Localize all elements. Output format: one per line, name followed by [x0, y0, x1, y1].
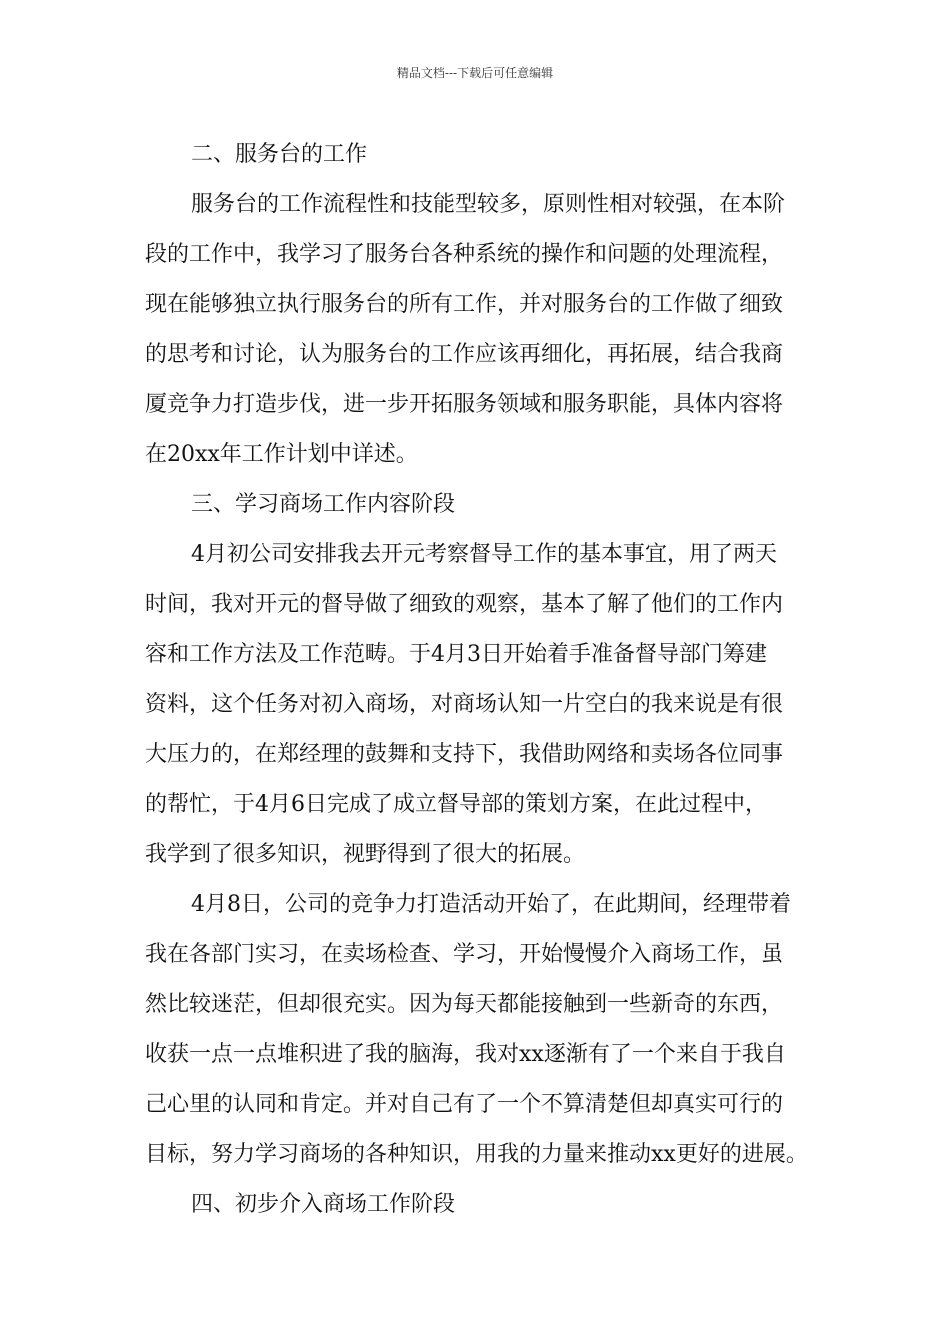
page-header: 精品文档---下载后可任意编辑	[396, 66, 554, 80]
paragraph-line: 然比较迷茫，但却很充实。因为每天都能接触到一些新奇的东西，	[145, 992, 784, 1017]
section-heading-learning: 三、学习商场工作内容阶段	[191, 492, 456, 517]
paragraph-line: 资料，这个任务对初入商场，对商场认知一片空白的我来说是有很	[145, 692, 784, 717]
paragraph-line: 己心里的认同和肯定。并对自己有了一个不算清楚但却真实可行的	[145, 1092, 784, 1117]
paragraph-line: 段的工作中，我学习了服务台各种系统的操作和问题的处理流程，	[145, 242, 784, 267]
paragraph-line: 容和工作方法及工作范畴。于4月3日开始着手准备督导部门筹建	[145, 642, 767, 667]
document-body	[145, 130, 813, 1230]
paragraph-line: 4月初公司安排我去开元考察督导工作的基本事宜，用了两天	[191, 542, 777, 567]
paragraph-line: 的帮忙，于4月6日完成了成立督导部的策划方案，在此过程中，	[145, 792, 767, 817]
paragraph-line: 收获一点一点堆积进了我的脑海，我对xx逐渐有了一个来自于我自	[145, 1042, 786, 1067]
paragraph-line: 我在各部门实习，在卖场检查、学习，开始慢慢介入商场工作，虽	[145, 942, 784, 967]
paragraph-line: 在20xx年工作计划中详述。	[145, 442, 418, 467]
section-heading-service-desk: 二、服务台的工作	[191, 142, 368, 167]
paragraph-line: 目标，努力学习商场的各种知识，用我的力量来推动xx更好的进展。	[145, 1142, 808, 1167]
paragraph-line: 大压力的，在郑经理的鼓舞和支持下，我借助网络和卖场各位同事	[145, 742, 784, 767]
section-heading-initial-involvement: 四、初步介入商场工作阶段	[191, 1192, 456, 1217]
paragraph-line: 厦竞争力打造步伐，进一步开拓服务领域和服务职能，具体内容将	[145, 392, 784, 417]
paragraph-line: 服务台的工作流程性和技能型较多，原则性相对较强，在本阶	[191, 192, 786, 217]
paragraph-line: 4月8日，公司的竞争力打造活动开始了，在此期间，经理带着	[191, 892, 791, 917]
paragraph-line: 现在能够独立执行服务台的所有工作，并对服务台的工作做了细致	[145, 292, 784, 317]
paragraph-line: 的思考和讨论，认为服务台的工作应该再细化，再拓展，结合我商	[145, 342, 784, 367]
paragraph-line: 我学到了很多知识，视野得到了很大的拓展。	[145, 842, 586, 867]
paragraph-line: 时间，我对开元的督导做了细致的观察，基本了解了他们的工作内	[145, 592, 784, 617]
